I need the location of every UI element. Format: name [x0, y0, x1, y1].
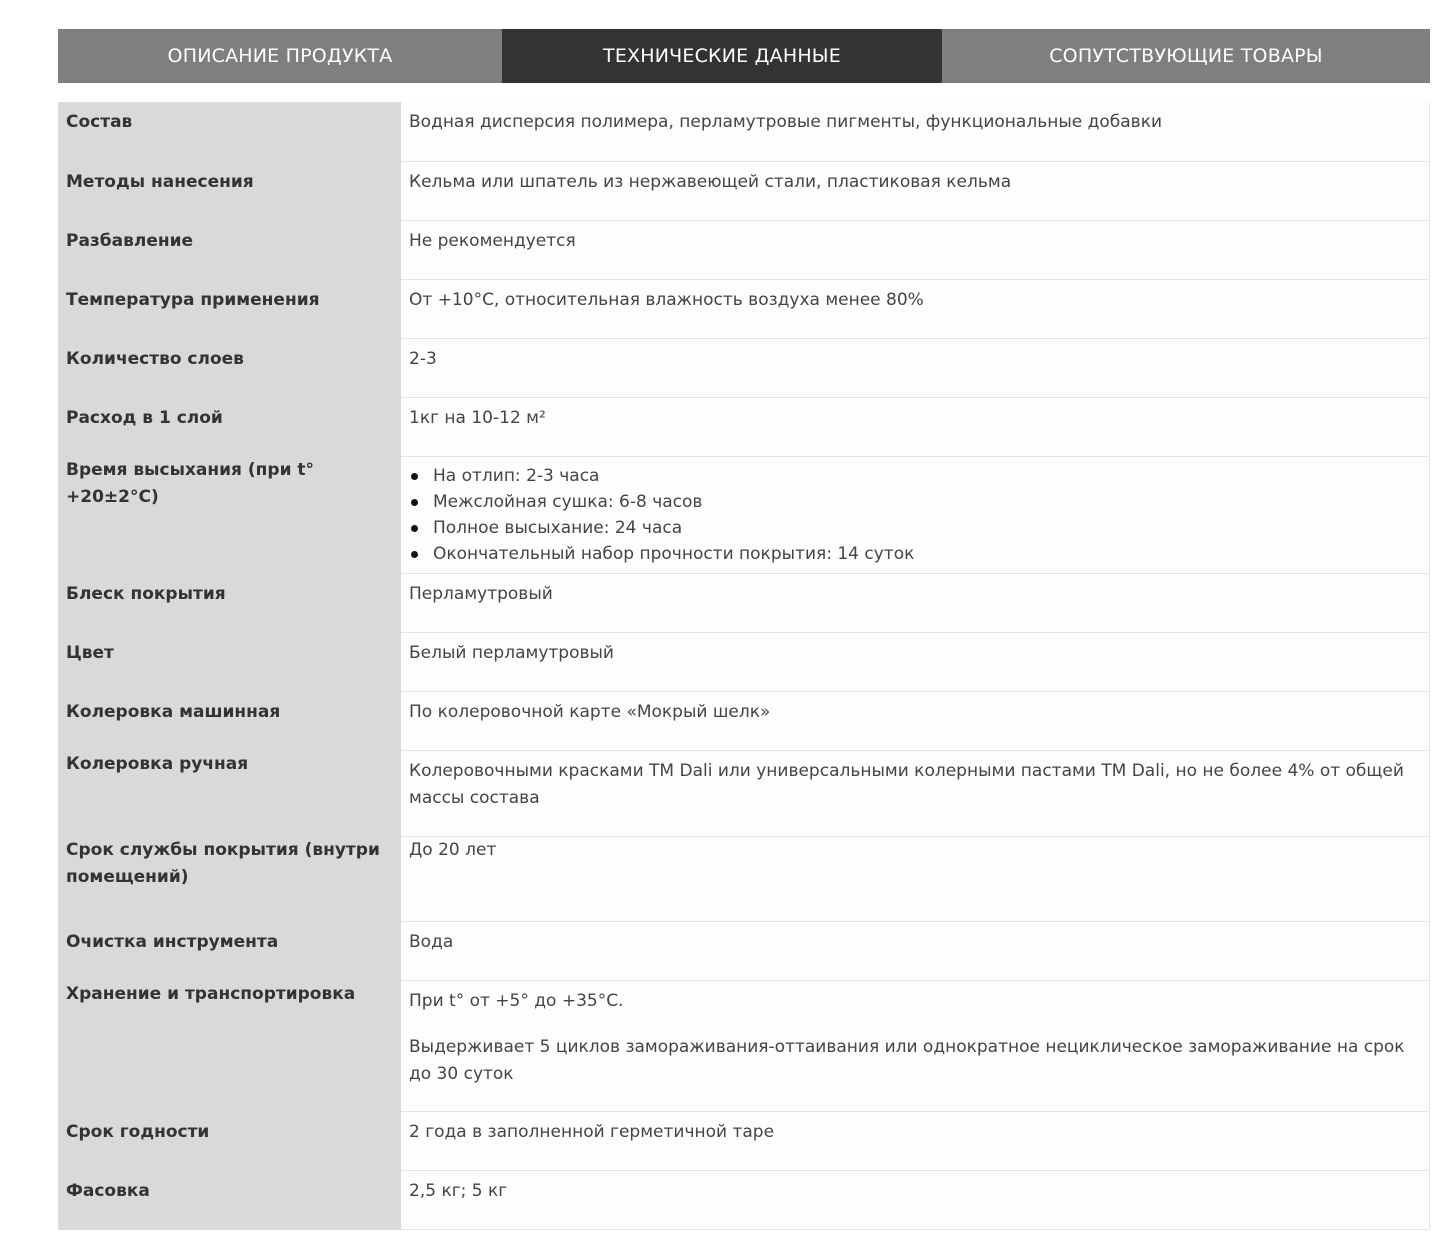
list-item: Окончательный набор прочности покрытия: 14 суток	[433, 541, 1421, 567]
row-value: Кельма или шпатель из нержавеющей стали, пластиковая кельма	[401, 161, 1430, 220]
tab-product-description[interactable]: ОПИСАНИЕ ПРОДУКТА	[58, 29, 502, 83]
row-key: Температура применения	[58, 279, 401, 338]
tab-bar	[58, 29, 1430, 83]
row-value	[401, 980, 1430, 1111]
row-value: Колеровочными красками ТМ Dali или универсальными колерными пастами ТМ Dali, но не более 4% от общей массы состава	[401, 750, 1430, 836]
table-row	[58, 691, 1430, 750]
row-value: До 20 лет	[401, 836, 1430, 921]
table-row	[58, 980, 1430, 1111]
row-value: От +10°С, относительная влажность воздуха менее 80%	[401, 279, 1430, 338]
row-key: Фасовка	[58, 1170, 401, 1229]
list-item: Полное высыхание: 24 часа	[433, 515, 1421, 541]
row-key: Блеск покрытия	[58, 573, 401, 632]
row-key: Очистка инструмента	[58, 921, 401, 980]
table-row	[58, 161, 1430, 220]
table-row	[58, 1170, 1430, 1229]
row-key: Состав	[58, 102, 401, 161]
technical-data-table	[58, 102, 1430, 1230]
table-row	[58, 632, 1430, 691]
row-value: 2,5 кг; 5 кг	[401, 1170, 1430, 1229]
row-key: Цвет	[58, 632, 401, 691]
drying-time-list	[409, 463, 1421, 567]
table-row	[58, 338, 1430, 397]
storage-paragraph: Выдерживает 5 циклов замораживания-оттаивания или однократное нециклическое замораживание на срок до 30 суток	[409, 1036, 1405, 1084]
row-value: По колеровочной карте «Мокрый шелк»	[401, 691, 1430, 750]
row-value: 2-3	[401, 338, 1430, 397]
row-value: 1кг на 10-12 м²	[401, 397, 1430, 456]
tab-technical-data[interactable]: ТЕХНИЧЕСКИЕ ДАННЫЕ	[502, 29, 942, 83]
row-value: Белый перламутровый	[401, 632, 1430, 691]
row-key: Колеровка машинная	[58, 691, 401, 750]
list-item: На отлип: 2-3 часа	[433, 463, 1421, 489]
tab-related-products[interactable]: СОПУТСТВУЮЩИЕ ТОВАРЫ	[942, 29, 1430, 83]
row-key: Колеровка ручная	[58, 750, 401, 836]
table-row	[58, 220, 1430, 279]
row-key: Расход в 1 слой	[58, 397, 401, 456]
row-value: 2 года в заполненной герметичной таре	[401, 1111, 1430, 1170]
row-value	[401, 456, 1430, 573]
table-row	[58, 456, 1430, 573]
row-key: Хранение и транспортировка	[58, 980, 401, 1111]
table-row	[58, 102, 1430, 161]
table-row	[58, 1111, 1430, 1170]
table-row	[58, 750, 1430, 836]
row-key: Количество слоев	[58, 338, 401, 397]
row-value: Водная дисперсия полимера, перламутровые пигменты, функциональные добавки	[401, 102, 1430, 161]
table-row	[58, 573, 1430, 632]
row-value: Не рекомендуется	[401, 220, 1430, 279]
table-row	[58, 279, 1430, 338]
table-row	[58, 921, 1430, 980]
row-value: Перламутровый	[401, 573, 1430, 632]
row-key: Разбавление	[58, 220, 401, 279]
row-key: Методы нанесения	[58, 161, 401, 220]
list-item: Межслойная сушка: 6-8 часов	[433, 489, 1421, 515]
storage-paragraph: При t° от +5° до +35°С.	[409, 990, 624, 1011]
table-row	[58, 397, 1430, 456]
row-key: Время высыхания (при t° +20±2°С)	[58, 456, 401, 573]
row-key: Срок годности	[58, 1111, 401, 1170]
row-value: Вода	[401, 921, 1430, 980]
row-key: Срок службы покрытия (внутри помещений)	[58, 836, 401, 921]
table-row	[58, 836, 1430, 921]
